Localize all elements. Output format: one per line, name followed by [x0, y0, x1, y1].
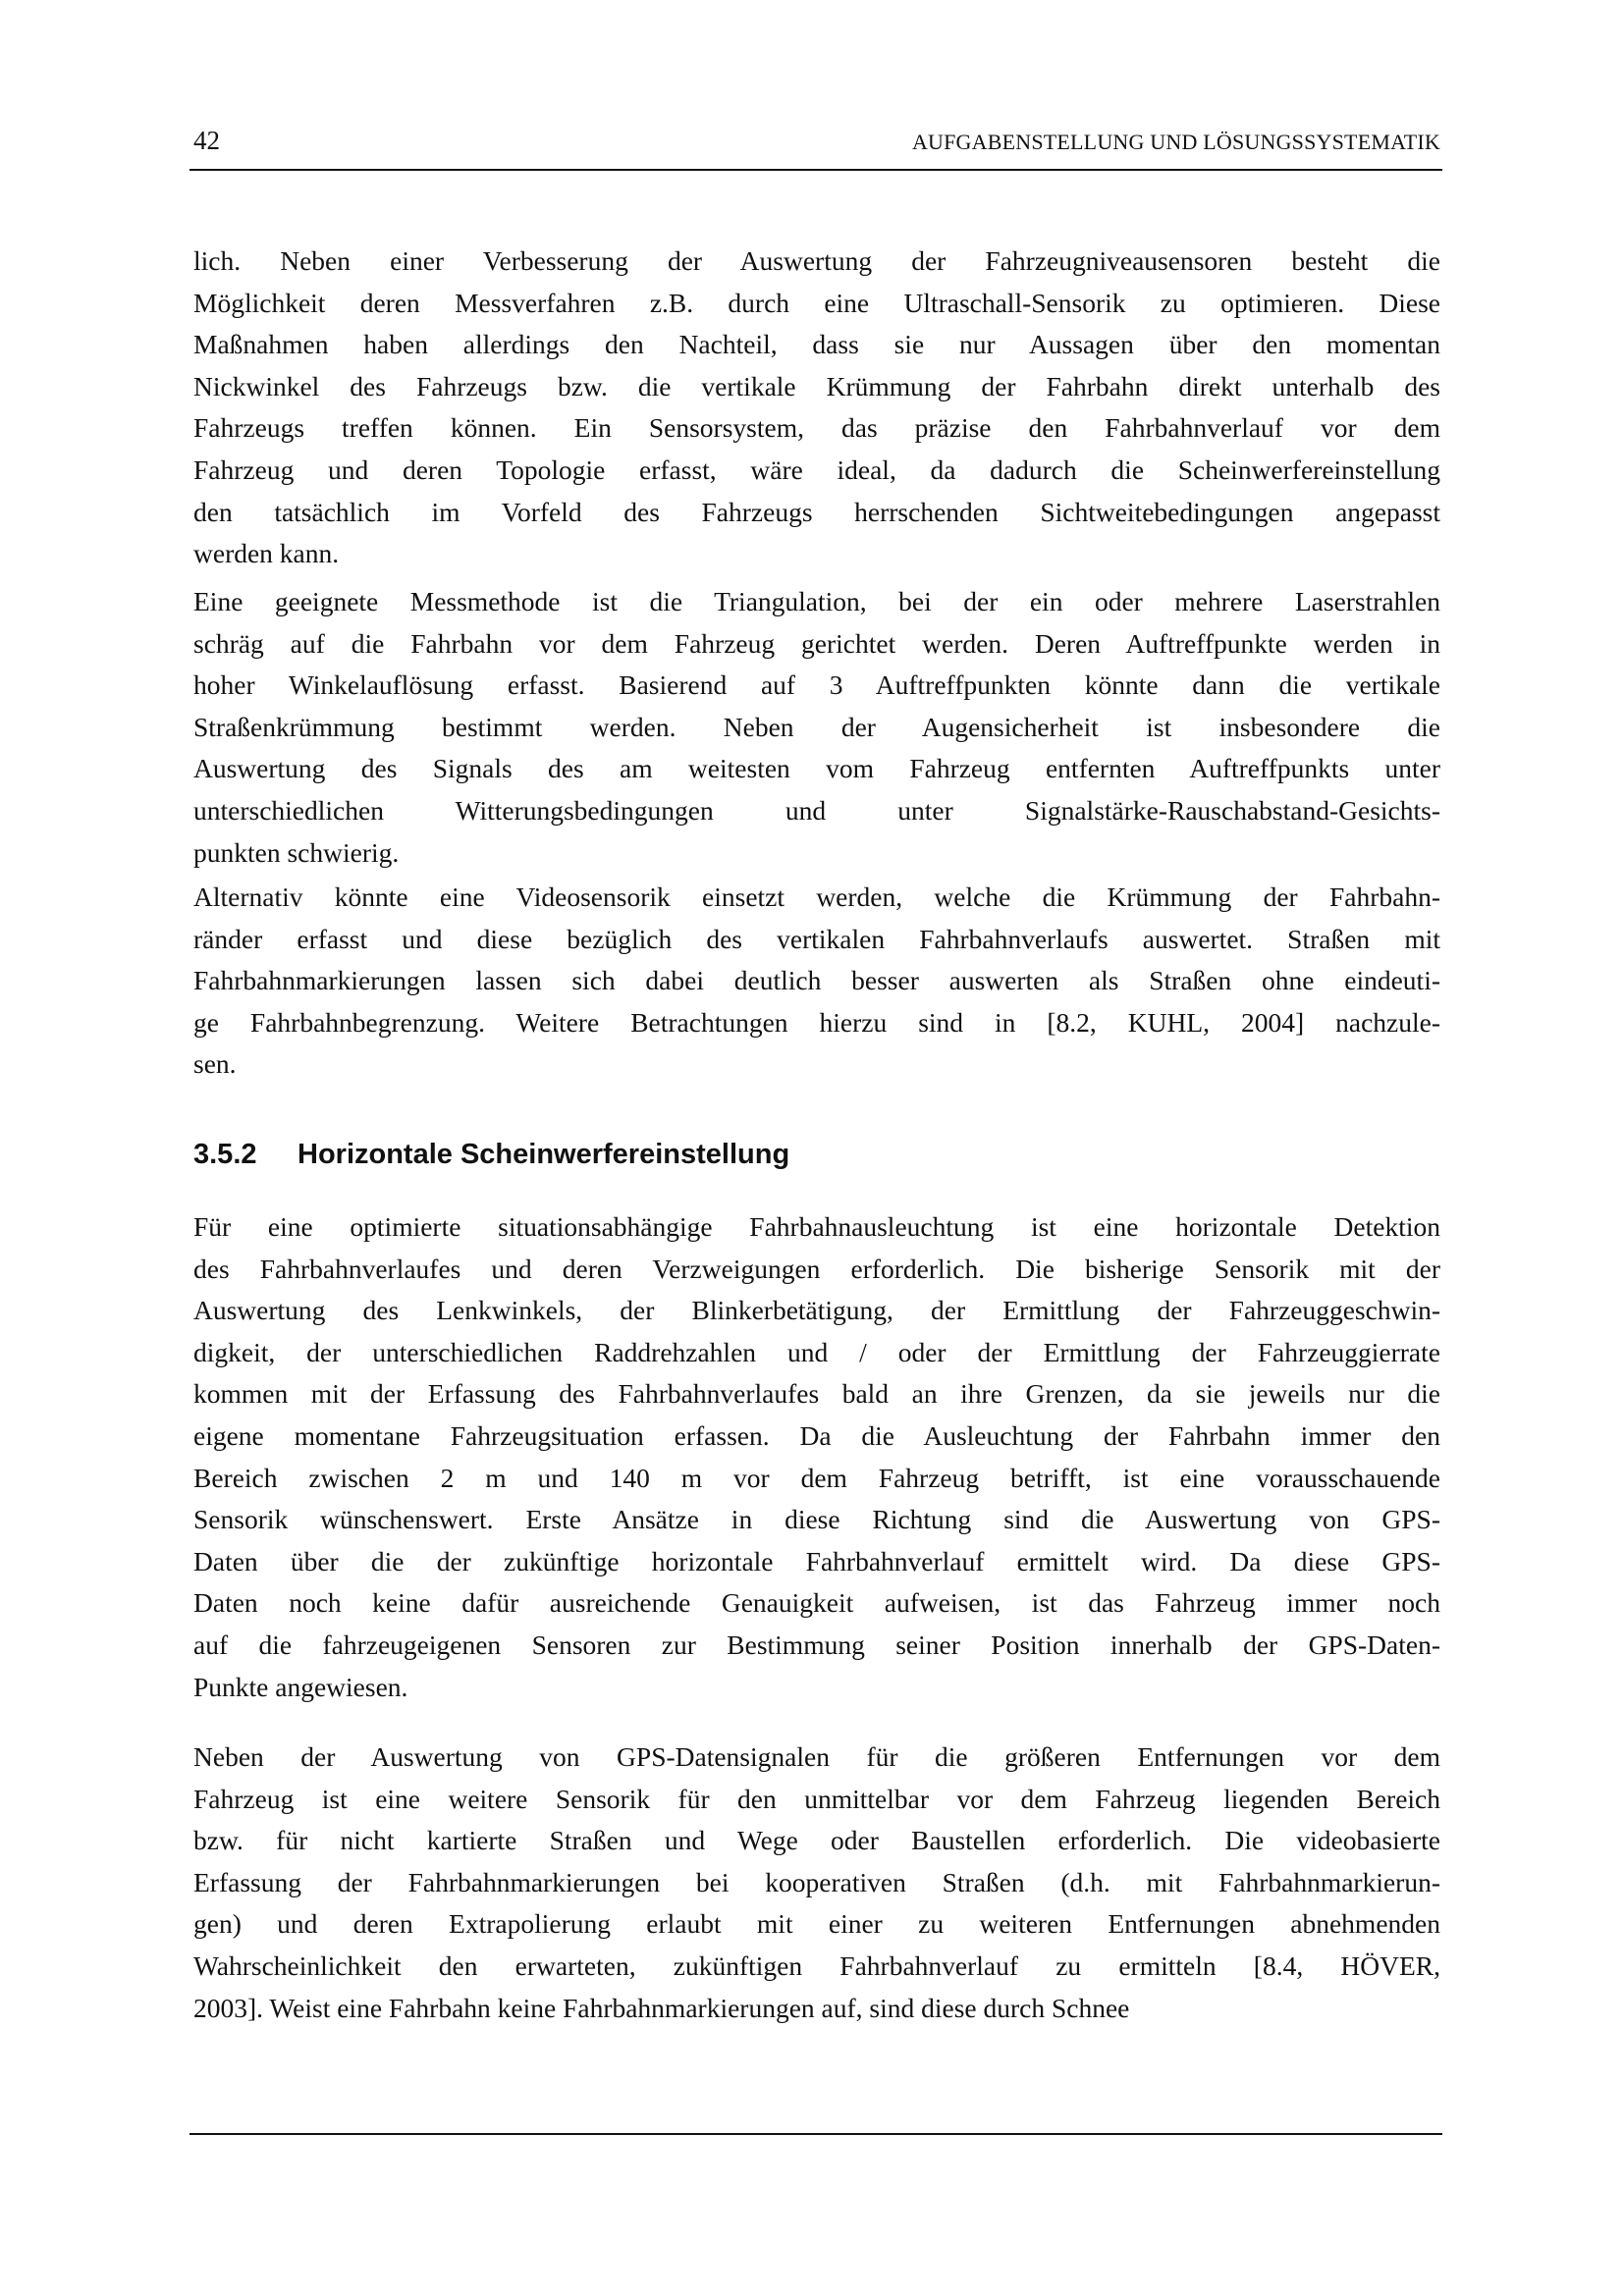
- text-line: hoher Winkelauflösung erfasst. Basierend auf 3 Auftreffpunkten könnte dann die vertikale: [193, 669, 1440, 701]
- section-heading: [193, 1139, 789, 1171]
- text-line: Fahrzeug und deren Topologie erfasst, wäre ideal, da dadurch die Scheinwerfereinstellung: [193, 454, 1440, 485]
- text-line: Nickwinkel des Fahrzeugs bzw. die vertikale Krümmung der Fahrbahn direkt unterhalb des: [193, 370, 1440, 401]
- text-line: Sensorik wünschenswert. Erste Ansätze in diese Richtung sind die Auswertung von GPS-: [193, 1504, 1440, 1535]
- text-line: Wahrscheinlichkeit den erwarteten, zukünftigen Fahrbahnverlauf zu ermitteln [8.4, HÖVER,: [193, 1949, 1440, 1981]
- text-line: Bereich zwischen 2 m und 140 m vor dem Fahrzeug betrifft, ist eine vorausschauende: [193, 1462, 1440, 1493]
- text-line: schräg auf die Fahrbahn vor dem Fahrzeug gerichtet werden. Deren Auftreffpunkte werden in: [193, 627, 1440, 659]
- text-line: 2003]. Weist eine Fahrbahn keine Fahrbahnmarkierungen auf, sind diese durch Schnee: [193, 1992, 1130, 2023]
- page-number: 42: [193, 126, 220, 155]
- text-line: ränder erfasst und diese bezüglich des vertikalen Fahrbahnverlaufs auswertet. Straßen mit: [193, 923, 1440, 954]
- page-header: [193, 126, 1440, 165]
- text-line: Daten noch keine dafür ausreichende Genauigkeit aufweisen, ist das Fahrzeug immer noch: [193, 1587, 1440, 1619]
- text-line: Erfassung der Fahrbahnmarkierungen bei kooperativen Straßen (d.h. mit Fahrbahnmarkierun-: [193, 1866, 1440, 1897]
- paragraph: [193, 877, 1440, 1086]
- text-line: kommen mit der Erfassung des Fahrbahnverlaufes bald an ihre Grenzen, da sie jeweils nur die: [193, 1378, 1440, 1410]
- text-line: gen) und deren Extrapolierung erlaubt mit einer zu weiteren Entfernungen abnehmenden: [193, 1908, 1440, 1940]
- text-line: des Fahrbahnverlaufes und deren Verzweigungen erforderlich. Die bisherige Sensorik mit der: [193, 1253, 1440, 1284]
- text-line: Auswertung des Signals des am weitesten vom Fahrzeug entfernten Auftreffpunkts unter: [193, 753, 1440, 784]
- paragraph: [193, 1206, 1440, 1708]
- paragraph: [193, 1736, 1440, 2029]
- text-line: Punkte angewiesen.: [193, 1671, 408, 1702]
- text-line: unterschiedlichen Witterungsbedingungen und unter Signalstärke-Rauschabstand-Gesichts-: [193, 794, 1440, 826]
- text-line: Für eine optimierte situationsabhängige Fahrbahnausleuchtung ist eine horizontale Detektion: [193, 1211, 1440, 1242]
- text-line: lich. Neben einer Verbesserung der Auswertung der Fahrzeugniveausensoren besteht die: [193, 245, 1440, 276]
- text-line: Auswertung des Lenkwinkels, der Blinkerbetätigung, der Ermittlung der Fahrzeuggeschwin-: [193, 1295, 1440, 1326]
- text-line: Alternativ könnte eine Videosensorik einsetzt werden, welche die Krümmung der Fahrbahn-: [193, 881, 1440, 912]
- text-line: Eine geeignete Messmethode ist die Triangulation, bei der ein oder mehrere Laserstrahlen: [193, 586, 1440, 616]
- text-line: Neben der Auswertung von GPS-Datensignalen für die größeren Entfernungen vor dem: [193, 1741, 1440, 1772]
- text-line: Fahrbahnmarkierungen lassen sich dabei deutlich besser auswerten als Straßen ohne eindeuti-: [193, 965, 1440, 996]
- text-line: werden kann.: [193, 538, 340, 569]
- text-line: Möglichkeit deren Messverfahren z.B. durch eine Ultraschall-Sensorik zu optimieren. Diese: [193, 287, 1440, 318]
- section-title: Horizontale Scheinwerfereinstellung: [298, 1139, 790, 1170]
- running-title: AUFGABENSTELLUNG UND LÖSUNGSSYSTEMATIK: [911, 130, 1440, 154]
- header-rule: [189, 169, 1442, 171]
- text-line: sen.: [193, 1048, 237, 1080]
- text-line: Fahrzeug ist eine weitere Sensorik für den unmittelbar vor dem Fahrzeug liegenden Bereich: [193, 1783, 1440, 1814]
- text-line: Daten über die der zukünftige horizontale Fahrbahnverlauf ermittelt wird. Da diese GPS-: [193, 1545, 1440, 1576]
- text-line: Fahrzeugs treffen können. Ein Sensorsystem, das präzise den Fahrbahnverlauf vor dem: [193, 412, 1440, 444]
- section-number: 3.5.2: [193, 1139, 257, 1170]
- paragraph: [193, 240, 1440, 575]
- text-line: eigene momentane Fahrzeugsituation erfassen. Da die Ausleuchtung der Fahrbahn immer den: [193, 1419, 1440, 1451]
- text-line: Straßenkrümmung bestimmt werden. Neben der Augensicherheit ist insbesondere die: [193, 711, 1440, 742]
- text-line: ge Fahrbahnbegrenzung. Weitere Betrachtungen hierzu sind in [8.2, KUHL, 2004] nachzule-: [193, 1006, 1440, 1038]
- text-line: den tatsächlich im Vorfeld des Fahrzeugs herrschenden Sichtweitebedingungen angepasst: [193, 496, 1440, 527]
- paragraph: [193, 581, 1440, 874]
- text-line: digkeit, der unterschiedlichen Raddrehzahlen und / oder der Ermittlung der Fahrzeuggierrate: [193, 1336, 1440, 1367]
- text-line: bzw. für nicht kartierte Straßen und Wege oder Baustellen erforderlich. Die videobasierte: [193, 1825, 1440, 1856]
- text-line: Maßnahmen haben allerdings den Nachteil, dass sie nur Aussagen über den momentan: [193, 329, 1440, 360]
- text-line: punkten schwierig.: [193, 836, 400, 868]
- text-line: auf die fahrzeugeigenen Sensoren zur Bestimmung seiner Position innerhalb der GPS-Daten-: [193, 1629, 1440, 1660]
- footer-rule: [189, 2133, 1442, 2135]
